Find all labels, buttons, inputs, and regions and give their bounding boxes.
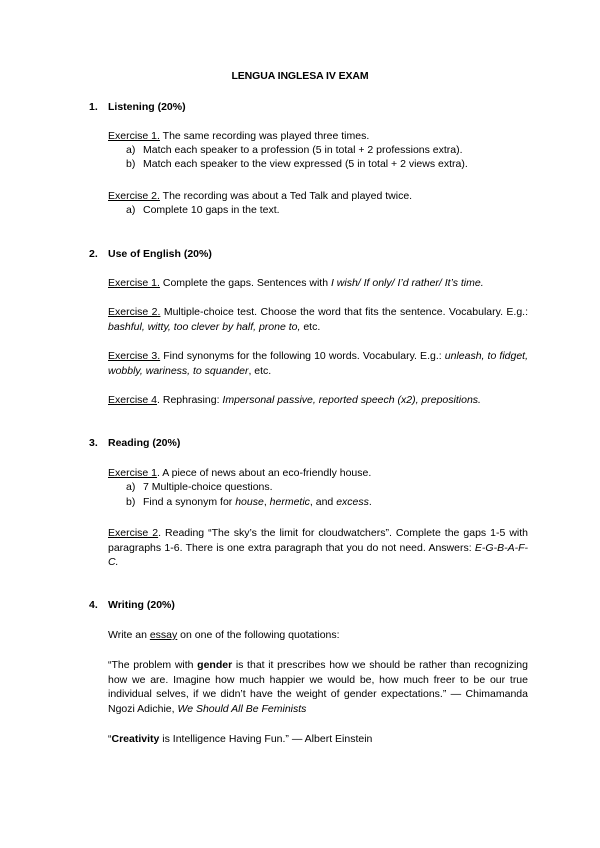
quotation-1	[108, 658, 528, 716]
exercise-label: Exercise 2	[108, 527, 159, 539]
intro-underlined: essay	[149, 629, 178, 641]
list-marker: a)	[126, 144, 136, 156]
section-title: Listening (20%)	[108, 101, 186, 113]
list-text: Match each speaker to the view expressed (5 in total + 2 views extra).	[143, 158, 468, 170]
list-marker: a)	[126, 481, 136, 493]
exercise-label: Exercise 1.	[108, 277, 160, 289]
writing-intro	[108, 628, 528, 643]
exercise-text: Complete the gaps. Sentences with	[159, 277, 331, 289]
listening-exercise-1	[108, 129, 528, 144]
exercise-label: Exercise 3.	[108, 350, 161, 362]
list-text: Match each speaker to a profession (5 in total + 2 professions extra).	[143, 144, 463, 156]
quote-text: is Intelligence Having Fun.” — Albert Einstein	[159, 733, 373, 745]
exercise-text: The recording was about a Ted Talk and played twice.	[159, 190, 413, 202]
section-heading-listening	[89, 101, 186, 113]
exercise-tail: , etc.	[248, 364, 272, 377]
exercise-italic: bashful, witty, too clever by half, prone to,	[108, 320, 301, 333]
section-heading-use-of-english	[89, 248, 212, 260]
exercise-text: Multiple-choice test. Choose the word that fits the sentence. Vocabulary. E.g.:	[160, 306, 528, 318]
list-italic: house	[235, 496, 264, 508]
list-sep: ,	[263, 496, 270, 508]
exercise-text: The same recording was played three times.	[159, 130, 370, 142]
list-sep: , and	[309, 496, 337, 508]
exercise-label: Exercise 4	[108, 394, 158, 406]
list-end: .	[368, 496, 372, 508]
list-text: Complete 10 gaps in the text.	[143, 204, 280, 216]
exercise-label: Exercise 1.	[108, 130, 160, 142]
section-title: Reading (20%)	[108, 437, 181, 449]
exercise-text: . Rephrasing:	[157, 394, 223, 406]
exercise-label: Exercise 2.	[108, 190, 160, 202]
use-of-english-exercise-4	[108, 393, 528, 408]
quote-italic: We Should All Be Feminists	[177, 702, 307, 715]
list-marker: a)	[126, 204, 136, 216]
quote-bold: gender	[197, 659, 233, 671]
quote-bold: Creativity	[111, 733, 160, 745]
use-of-english-exercise-2	[108, 305, 528, 334]
section-title: Writing (20%)	[108, 599, 175, 611]
section-heading-writing	[89, 599, 175, 611]
section-title: Use of English (20%)	[108, 248, 212, 260]
list-item	[126, 204, 280, 216]
section-number: 1.	[89, 101, 98, 113]
exercise-italic: I wish/ If only/ I’d rather/ It’s time.	[330, 277, 484, 289]
use-of-english-exercise-3	[108, 349, 528, 378]
reading-exercise-1	[108, 466, 528, 481]
intro-text: Write an	[108, 629, 150, 641]
list-text: Find a synonym for	[143, 496, 236, 508]
quotation-2	[108, 732, 528, 747]
section-heading-reading	[89, 437, 180, 449]
list-marker: b)	[126, 496, 136, 508]
exercise-text: Find synonyms for the following 10 words. Vocabulary. E.g.:	[160, 350, 445, 362]
exercise-tail: etc.	[300, 320, 321, 333]
list-item	[126, 144, 463, 156]
exercise-label: Exercise 1	[108, 467, 158, 479]
quote-text: “The problem with	[108, 659, 198, 671]
intro-text: on one of the following quotations:	[177, 629, 340, 641]
exam-title: LENGUA INGLESA IV EXAM	[231, 70, 369, 82]
reading-exercise-2	[108, 526, 528, 570]
list-italic: excess	[336, 496, 369, 508]
list-item	[126, 481, 273, 493]
use-of-english-exercise-1	[108, 276, 528, 291]
section-number: 3.	[89, 437, 98, 449]
exercise-text: . Reading “The sky’s the limit for cloudwatchers”. Complete the gaps 1-5 with paragraphs 1-6. There is one extra paragraph that you do not need. Answers:	[108, 527, 528, 554]
list-marker: b)	[126, 158, 136, 170]
quote-text: “	[108, 733, 112, 745]
quote-text: is that it prescribes how we should be rather than recognizing how we are. Imagine how much happier we would be, how much freer to be our true individual selves, if we didn’t have the weight of gender expectations.” — Chimamanda Ngozi Adichie,	[108, 659, 528, 715]
list-text: 7 Multiple-choice questions.	[143, 481, 273, 493]
listening-exercise-2	[108, 189, 528, 204]
exercise-italic: unleash, to fidget, wobbly, wariness, to squander	[108, 350, 529, 377]
exercise-italic: Impersonal passive, reported speech (x2), prepositions.	[222, 394, 481, 406]
exercise-text: . A piece of news about an eco-friendly house.	[157, 467, 372, 479]
list-item	[126, 158, 468, 170]
exercise-label: Exercise 2.	[108, 306, 161, 318]
section-number: 2.	[89, 248, 98, 260]
list-italic: hermetic	[269, 496, 310, 508]
exercise-italic: E-G-B-A-F-C.	[108, 541, 528, 569]
list-item	[126, 496, 372, 508]
section-number: 4.	[89, 599, 98, 611]
